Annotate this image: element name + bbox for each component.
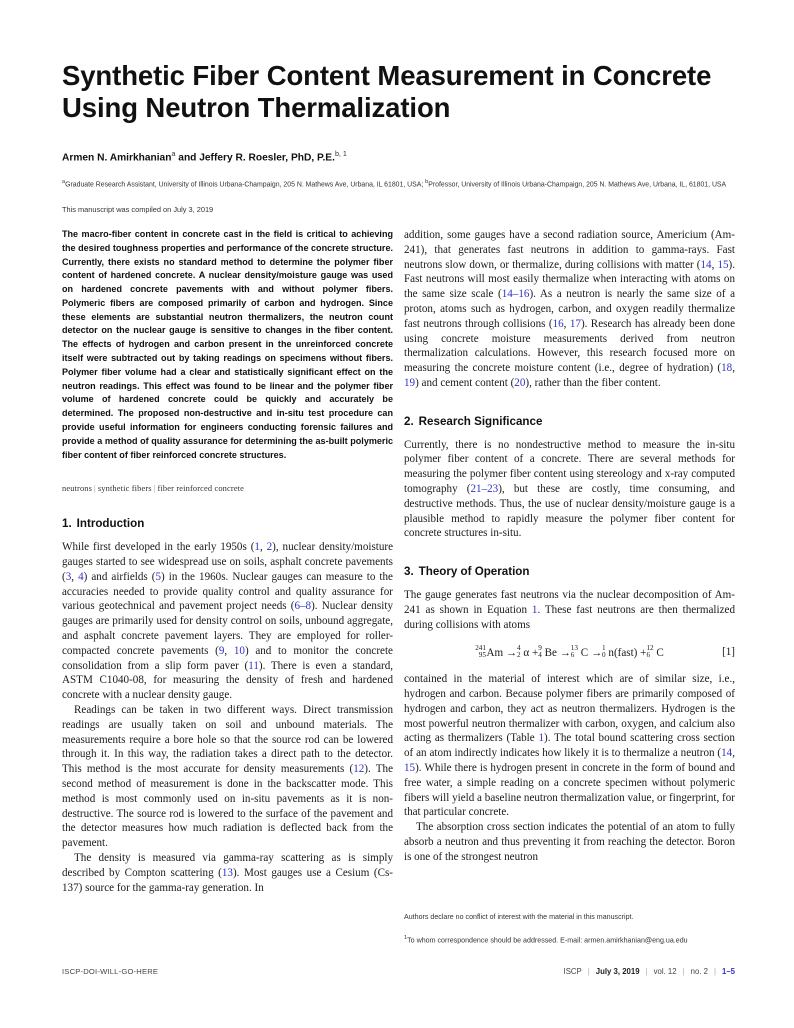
atomic-number: 4 [538,651,542,660]
citation-link[interactable]: 15 [717,258,729,271]
author-first-affiliation-marker: a [171,148,176,158]
citation-link[interactable]: 11 [248,659,259,672]
text-run: ). Nuclear density gauges are primarily used for density control on soils, unbound aggregate, and asphalt concrete pavement layers. They are employed for roller-compacted concrete pavements ( [62,600,393,657]
affiliation-text-a: Graduate Research Assistant, University of Illinois Urbana-Champaign, 205 N. Mathews Ave, Urbana, IL 61801, USA; [65,181,426,189]
text-run: , [732,362,735,375]
text-run: ). Research has already been done using concrete moisture measurements derived from neutron thermalization calculations. However, this research focused more on measuring the concrete moisture content (i.e., degree of hydration) ( [404,317,735,375]
intro-paragraph-2 [62,703,393,851]
section-title: Theory of Operation [418,565,530,579]
arrow-icon: → [559,646,571,659]
footer-citation-line [564,967,735,976]
atomic-number: 6 [646,651,651,660]
footer-page-range: 1–5 [721,967,735,976]
abstract: The macro-fiber content in concrete cast in the field is critical to achieving the desired toughness properties and performance of the concrete structure. Currently, there exists no standard method to determine the polymer fiber content of hardened concrete. A nuclear density/moisture gauge was used on hardened concrete pavements with and without polymer fibers. Polymeric fibers are composed primarily of carbon and hydrogen. Since these elements are substantial neutron thermalizers, the neutron count detector on the nuclear gauge is sensitive to changes in the fiber content. The effects of hydrogen and carbon present in the unreinforced concrete itself were subtracted out by taking readings on specimens without fibers. Polymer fiber volume had a clear and statistically significant effect on the neutron readings. This effect was found to be linear and the polymer fiber volume of hardened concrete could be quickly and accurately be determined. The proposed non-destructive and in-situ test procedure can provide useful information for engineers conducting forensic failures and provide a method of quality assurance for determining the as-built polymeric fiber content of fiber reinforced concrete structures. [62,229,393,460]
affiliation-text-b: Professor, University of Illinois Urbana-Champaign, 205 N. Mathews Ave, Urbana, IL, 61801, USA [428,181,727,189]
footnote-conflict-of-interest: Authors declare no conflict of interest with the material in this manuscript. [404,913,634,921]
text-run: , [732,747,735,760]
affiliations [62,178,734,191]
citation-link[interactable]: 13 [221,866,233,879]
citation-link[interactable]: 14 [700,258,712,271]
citation-link[interactable]: 6–8 [294,600,312,613]
citation-link[interactable]: 19 [404,376,416,389]
text-run: , [71,570,79,583]
atomic-number: 95 [478,651,486,660]
citation-link[interactable]: 14 [721,747,733,760]
equation-1 [404,646,735,661]
atomic-number: 0 [602,651,606,660]
text-run: ). Most gauges use a Cesium (Cs-137) source for the gamma-ray generation. In [62,866,393,894]
section-number: 2. [404,414,414,428]
mass-number: 9 [538,644,542,653]
mass-number: 241 [475,644,486,653]
atomic-number: 2 [516,651,521,660]
footer-separator: | [587,967,590,976]
research-significance-paragraph-1 [404,438,735,542]
element-symbol-am: Am [486,646,504,659]
text-run: The gauge generates fast neutrons via the nuclear decomposition of Am-241 as shown in Equation [404,589,735,616]
nuclide-neutron [602,645,606,660]
author-second: and Jeffery R. Roesler, PhD, P.E. [175,152,335,164]
footer-issue: no. 2 [690,967,708,976]
footnotes [404,912,735,946]
nuclide-alpha [517,645,521,660]
text-run: . These fast neutrons are then thermalized during collisions with atoms [404,603,735,631]
affiliation-marker-a: a [62,179,66,186]
nuclide-c-12 [646,645,653,660]
text-run: Readings can be taken in two different ways. Direct transmission readings are usually taken on soil and unbound materials. The measurements require a bore hole so that the source rod can be lowered through it. In this way, the radiation takes a direct path to the detector. This method is the most accurate for density measurements ( [62,703,393,776]
equation-reference-link[interactable]: 1 [531,603,538,616]
element-symbol-be: Be [544,646,557,659]
text-run: ). As a neutron is nearly the same size of a proton, atoms such as hydrogen, carbon, and oxygen readily thermalize fast neutrons through collisions ( [404,288,736,330]
text-run: ), rather than the fiber content. [525,376,661,389]
section-number: 1. [62,517,72,531]
citation-link[interactable]: 10 [233,644,245,657]
section-heading-theory-of-operation [404,565,735,579]
theory-paragraph-2 [404,672,735,820]
text-run: While first developed in the early 1950s ( [62,541,255,554]
citation-link[interactable]: 4 [78,570,84,583]
mass-number: 13 [570,644,578,653]
text-run: Currently, there is no nondestructive method to measure the in-situ polymer fiber content of a concrete. There are several methods for measuring the polymer fiber content using stereology and x-ray computed tomography ( [404,438,735,496]
text-run: ). While there is hydrogen present in concrete in the form of bound and free water, a simple reading on a concrete specimen without polymeric fibers will yield a baseline neutron thermalization value, or fingerprint, for that particular concrete. [404,762,735,819]
text-run: contained in the material of interest which are of similar size, i.e., hydrogen and carbon. Because polymer fibers are primarily composed of hydrogen and carbon, they act as neutron thermalizers. Hydrogen is the most powerful neutron thermalizer with carbon, oxygen, and calcium also acting as thermalizers (Table [404,673,735,745]
footer-separator: | [713,967,716,976]
column-left [62,228,393,895]
text-run: , [711,258,718,271]
keyword-0: neutrons [62,484,93,494]
neutron-label: n(fast) [608,646,638,659]
footer-separator: | [645,967,648,976]
citation-link[interactable]: 14–16 [501,288,530,301]
footer-doi: ISCP-DOI-WILL-GO-HERE [62,967,159,976]
citation-link[interactable]: 2 [266,541,273,554]
footnote-marker: 1 [404,934,408,941]
citation-link[interactable]: 16 [552,317,564,330]
author-list [62,149,734,165]
plus-sign: + [640,646,647,659]
footnote-corresponding-author [404,934,735,946]
intro-paragraph-3 [62,851,393,895]
citation-link[interactable]: 18 [721,362,733,375]
keyword-1: synthetic fibers [97,484,152,494]
equation-number: [1] [722,645,735,658]
author-first: Armen N. Amirkhanian [62,152,172,164]
text-run: ) and to monitor the concrete consolidation from a slip form paver ( [62,644,393,672]
element-symbol-c13: C [580,646,589,659]
arrow-icon: → [505,646,517,659]
text-run: ). The total bound scattering cross section of an atom indirectly indicates how likely it is to thermalize a neutron ( [404,732,735,760]
nuclide-am-241 [475,645,486,660]
element-symbol-alpha: α [523,646,530,659]
text-run: , [224,644,234,657]
table-reference-link[interactable]: 1 [538,732,544,745]
citation-link[interactable]: 12 [353,763,365,776]
citation-link[interactable]: 5 [155,570,162,583]
author-second-affiliation-marker: b, 1 [334,148,347,158]
text-run: ). There is even a standard, ASTM C1040-08, for measuring the density of fresh and hardened concrete with a nuclear density gauge. [62,659,394,702]
section-title: Research Significance [418,414,543,428]
text-run: ) and cement content ( [415,376,515,389]
nuclide-c-13 [571,645,578,660]
nuclide-be-9 [538,645,542,660]
text-run: The density is measured via gamma-ray scattering as is simply described by Compton scattering ( [62,851,393,879]
section-title: Introduction [76,517,145,531]
text-run: , [259,541,267,554]
keyword-2: fiber reinforced concrete [157,484,245,494]
theory-paragraph-3: The absorption cross section indicates the potential of an atom to fully absorb a neutron and thus preventing it from reaching the detector. Boron is one of the strongest neutron [404,821,735,863]
footnote-text: To whom correspondence should be addressed. E-mail: armen.amirkhanian@eng.ua.edu [407,936,688,944]
text-run: , [563,317,570,330]
text-run: ), but these are costly, time consuming, and destructive methods. Thus, the use of nuclear density/moisture gauge is a plausible method to rapidly measure the polymer fiber content for concrete structures in-situ. [404,483,735,540]
equation-body [475,646,664,661]
citation-link[interactable]: 21–23 [470,483,499,496]
page-title: Synthetic Fiber Content Measurement in Concrete Using Neutron Thermalization [62,60,712,123]
mass-number: 1 [602,644,606,653]
column-right [404,228,735,865]
citation-link[interactable]: 20 [514,376,526,389]
section-heading-research-significance [404,415,735,429]
section-number: 3. [404,565,414,579]
keywords [62,484,393,493]
footer-journal: ISCP [563,967,582,976]
mass-number: 12 [646,644,654,653]
text-run: ) and airfields ( [83,570,156,583]
compiled-date: This manuscript was compiled on July 3, 2019 [62,205,214,215]
text-run: ) in the 1960s. Nuclear gauges can measure to the accuracies needed to provide quality control and quality assurance for various geotechnical and pavement project needs ( [62,570,393,613]
paper-header [62,60,734,214]
mass-number: 4 [516,644,521,653]
keyword-separator: | [153,484,156,494]
footer-volume: vol. 12 [653,967,677,976]
citation-link[interactable]: 9 [218,644,225,657]
text-run: addition, some gauges have a second radiation source, Americium (Am-241), that generates fast neutrons in addition to gamma-rays. Fast neutrons slow down, or thermalize, during collisions with matter ( [404,229,735,271]
citation-link[interactable]: 3 [65,570,72,583]
element-symbol-c12: C [656,646,664,659]
footer-separator: | [682,967,685,976]
intro-paragraph-4 [404,228,735,391]
keyword-separator: | [94,484,96,494]
footer-date: July 3, 2019 [595,967,640,976]
arrow-icon: → [590,646,603,659]
citation-link[interactable]: 15 [404,762,416,775]
affiliation-marker-b: b [425,179,429,186]
text-run: ). The second method of measurement is done in the backscatter mode. This method is most commonly used on in-situ pavements as it is non-destructive. The source rod is lowered to the surface of the pavement and the detector measures how much radiation is deflected back from the pavement. [62,763,393,850]
theory-paragraph-1 [404,588,735,632]
plus-sign: + [531,646,539,659]
intro-paragraph-1 [62,540,393,703]
citation-link[interactable]: 17 [569,317,581,330]
text-run: ). Fast neutrons will most easily thermalize when interacting with atoms on the same size scale ( [404,258,736,301]
section-heading-introduction [62,517,393,531]
atomic-number: 6 [570,651,575,660]
citation-link[interactable]: 1 [254,541,260,554]
text-run: ), nuclear density/moisture gauges started to see widespread use on soils, asphalt concrete pavements ( [62,541,394,583]
